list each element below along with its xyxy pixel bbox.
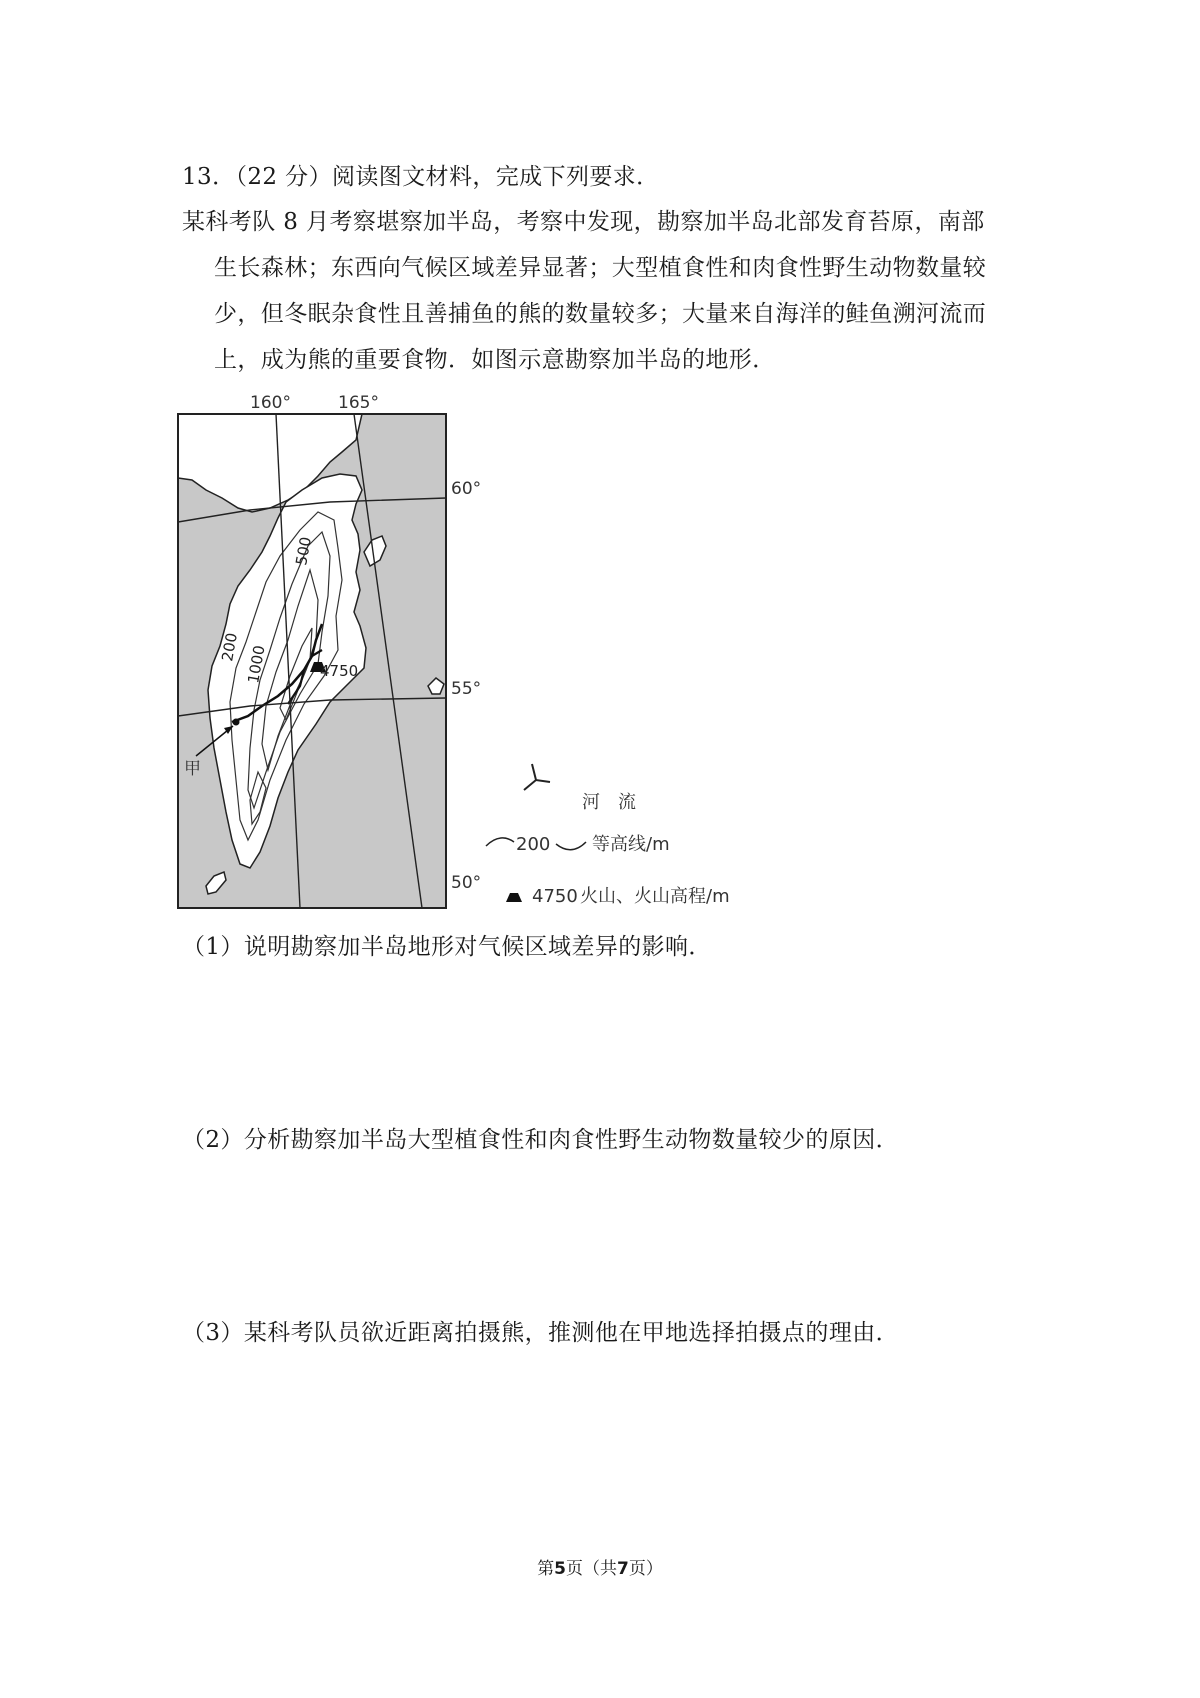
question-header: 13．（22 分）阅读图文材料，完成下列要求． bbox=[182, 164, 660, 190]
legend-volcano-sample: 4750 bbox=[532, 886, 578, 907]
footer-middle: 页（共 bbox=[566, 1559, 617, 1579]
sub-question-1: （1）说明勘察加半岛地形对气候区域差异的影响． bbox=[182, 934, 712, 960]
material-line-2: 生长森林；东西向气候区域差异显著；大型植食性和肉食性野生动物数量较 bbox=[214, 255, 987, 281]
map-legend bbox=[486, 764, 730, 907]
footer-page-number: 5 bbox=[554, 1559, 566, 1579]
longitude-label-160: 160° bbox=[250, 393, 291, 413]
place-jia-marker bbox=[233, 719, 240, 726]
legend-volcano-symbol bbox=[506, 893, 522, 902]
latitude-label-50: 50° bbox=[451, 873, 482, 893]
footer-total-pages: 7 bbox=[617, 1559, 629, 1579]
volcano-elevation-label: 4750 bbox=[320, 662, 359, 680]
legend-river-symbol bbox=[524, 764, 550, 790]
map-body bbox=[178, 414, 446, 908]
legend-contour-symbol bbox=[486, 838, 514, 846]
page-footer bbox=[0, 1554, 1200, 1579]
legend-volcano-text: 火山、火山高程/m bbox=[580, 886, 730, 907]
contour-label-500: 500 bbox=[292, 535, 315, 567]
material-line-4: 上，成为熊的重要食物．如图示意勘察加半岛的地形． bbox=[214, 347, 776, 373]
footer-suffix: 页） bbox=[628, 1559, 663, 1579]
sub-question-3: （3）某科考队员欲近距离拍摄熊，推测他在甲地选择拍摄点的理由． bbox=[182, 1320, 900, 1346]
longitude-label-165: 165° bbox=[338, 393, 379, 413]
material-line-1: 某科考队 8 月考察堪察加半岛，考察中发现，勘察加半岛北部发育苔原，南部 bbox=[182, 209, 985, 235]
legend-contour-symbol-right bbox=[556, 842, 586, 850]
sub-question-2: （2）分析勘察加半岛大型植食性和肉食性野生动物数量较少的原因． bbox=[182, 1127, 900, 1153]
footer-prefix: 第 bbox=[537, 1559, 555, 1579]
latitude-label-60: 60° bbox=[451, 479, 482, 499]
material-line-3: 少，但冬眠杂食性且善捕鱼的熊的数量较多；大量来自海洋的鲑鱼溯河流而 bbox=[214, 301, 987, 327]
legend-river-text: 河 流 bbox=[582, 792, 636, 813]
latitude-label-55: 55° bbox=[451, 679, 482, 699]
legend-contour-text: 等高线/m bbox=[592, 834, 670, 855]
place-label-jia: 甲 bbox=[184, 759, 201, 779]
legend-contour-sample: 200 bbox=[516, 834, 551, 855]
contour-label-1000: 1000 bbox=[244, 643, 269, 685]
contour-label-200: 200 bbox=[218, 631, 241, 663]
